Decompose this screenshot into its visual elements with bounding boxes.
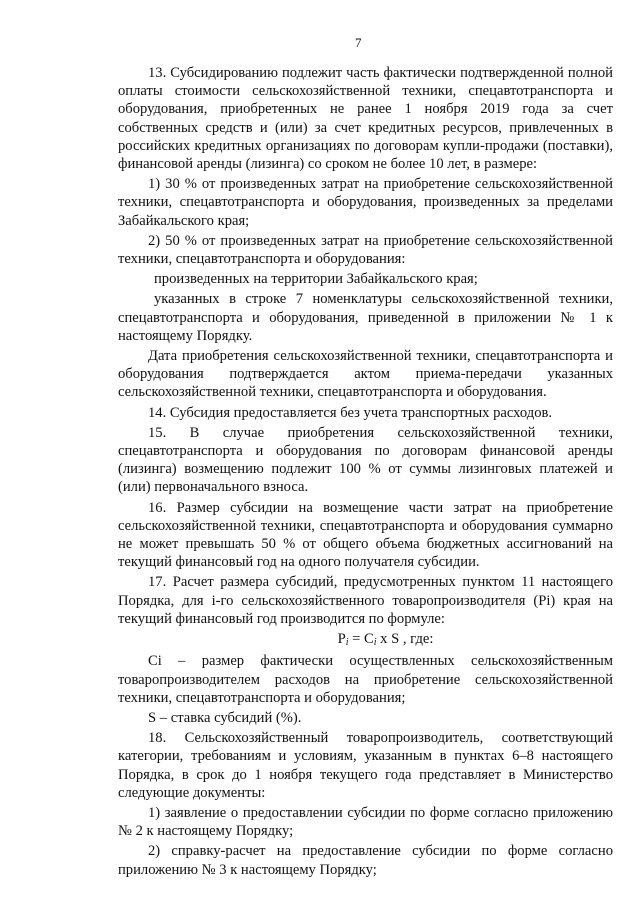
paragraph-13: 13. Субсидированию подлежит часть фактически подтвержденной полной оплаты стоимости сельскохозяйственной техники, спецавтотранспорта и оборудования, приобретенных не ранее 1 ноября 2019 года за счет собственных средств и (или) за счет кредитных ресурсов, привлеченных в российских кредитных организациях по договорам купли-продажи (поставки), финансовой аренды (лизинга) со сроком не более 10 лет, в размере: xyxy=(118,65,613,173)
paragraph-13-item-2: 2) 50 % от произведенных затрат на приобретение сельскохозяйственной техники, спецавтотранспорта и оборудования: xyxy=(118,232,613,268)
paragraph-15: 15. В случае приобретения сельскохозяйственной техники, спецавтотранспорта и оборудования по договорам финансовой аренды (лизинга) возмещению подлежит 100 % от суммы лизинговых платежей и (или) первоначального взноса. xyxy=(118,424,613,496)
document-body xyxy=(118,64,613,881)
definition-ci: Ci – размер фактически осуществленных сельскохозяйственным товаропроизводителем расходов на приобретение сельскохозяйственной техники, спецавтотранспорта и оборудования; xyxy=(118,653,613,706)
paragraph-17: 17. Расчет размера субсидий, предусмотренных пунктом 11 настоящего Порядка, для i-го сельскохозяйственного товаропроизводителя (Pi) края на текущий финансовый год производится по формуле: xyxy=(118,574,613,627)
formula-rest: x S , где: xyxy=(376,631,434,648)
paragraph-13-item-2a: произведенных на территории Забайкальского края; xyxy=(154,271,478,288)
formula xyxy=(118,630,613,652)
paragraph-18-item-1: 1) заявление о предоставлении субсидии по форме согласно приложению № 2 к настоящему Порядку; xyxy=(118,804,613,840)
paragraph-13-item-1: 1) 30 % от произведенных затрат на приобретение сельскохозяйственной техники, спецавтотранспорта и оборудования, произведенных за пределами Забайкальского края; xyxy=(118,176,613,229)
page-number: 7 xyxy=(355,35,362,50)
formula-sub-i-2: i xyxy=(373,637,377,649)
paragraph-13-item-2b: указанных в строке 7 номенклатуры сельскохозяйственной техники, спецавтотранспорта и оборудования, приведенной в приложении № 1 к настоящему Порядку. xyxy=(118,291,613,344)
formula-p: P xyxy=(337,631,346,648)
paragraph-purchase-date: Дата приобретения сельскохозяйственной техники, спецавтотранспорта и оборудования подтверждается актом приема-передачи указанных сельскохозяйственной техники, спецавтотранспорта и оборудования. xyxy=(118,348,613,401)
paragraph-14: 14. Субсидия предоставляется без учета транспортных расходов. xyxy=(148,404,553,421)
definition-s: S – ставка субсидий (%). xyxy=(148,709,302,726)
formula-eq: = C xyxy=(348,631,374,648)
formula-sub-i: i xyxy=(345,637,349,649)
paragraph-16: 16. Размер субсидии на возмещение части затрат на приобретение сельскохозяйственной техники, спецавтотранспорта и оборудования суммарно не может превышать 50 % от общего объема бюджетных ассигнований на текущий финансовый год на одного получателя субсидии. xyxy=(118,499,613,571)
paragraph-18-item-2: 2) справку-расчет на предоставление субсидии по форме согласно приложению № 3 к настоящему Порядку; xyxy=(118,843,613,878)
paragraph-18: 18. Сельскохозяйственный товаропроизводитель, соответствующий категории, требованиям и условиям, указанным в пунктах 6–8 настоящего Порядка, в срок до 1 ноября текущего года представляет в Министерство следующие документы: xyxy=(118,730,613,801)
